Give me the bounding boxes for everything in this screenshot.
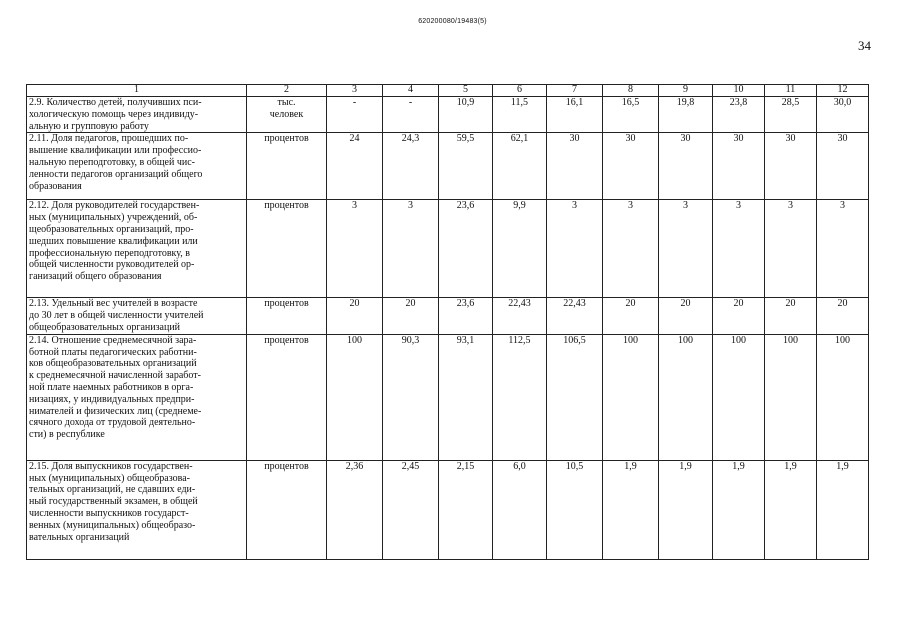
- document-id: 620200080/19483(5): [418, 18, 487, 25]
- column-header: 8: [603, 85, 659, 97]
- value-cell: 30: [765, 133, 817, 200]
- value-cell: 1,9: [817, 460, 869, 559]
- table-row: [27, 334, 869, 460]
- value-cell: 2,45: [383, 460, 439, 559]
- indicator-label: 2.12. Доля руководителей государствен- ных (муниципальных) учреждений, об- щеобразовательных организаций, про- шедших повышение квалификации или профессиональную переподготовку, в общей численности руководителей ор- ганизаций общего образования: [27, 200, 247, 298]
- indicator-label: 2.11. Доля педагогов, прошедших по- вышение квалификации или профессио- нальную переподготовку, в общей чис- ленности педагогов организаций общего образования: [27, 133, 247, 200]
- unit-cell: процентов: [247, 298, 327, 334]
- value-cell: 30: [817, 133, 869, 200]
- column-header: 11: [765, 85, 817, 97]
- table-row: [27, 200, 869, 298]
- unit-cell: процентов: [247, 200, 327, 298]
- value-cell: 23,8: [713, 97, 765, 133]
- value-cell: 20: [383, 298, 439, 334]
- unit-cell: тыс. человек: [247, 97, 327, 133]
- indicator-label: 2.13. Удельный вес учителей в возрасте до 30 лет в общей численности учителей общеобразовательных организаций: [27, 298, 247, 334]
- value-cell: 106,5: [547, 334, 603, 460]
- value-cell: 1,9: [765, 460, 817, 559]
- value-cell: 93,1: [439, 334, 493, 460]
- value-cell: 9,9: [493, 200, 547, 298]
- value-cell: 100: [817, 334, 869, 460]
- value-cell: 30,0: [817, 97, 869, 133]
- unit-cell: процентов: [247, 334, 327, 460]
- value-cell: 90,3: [383, 334, 439, 460]
- unit-cell: процентов: [247, 133, 327, 200]
- value-cell: 100: [659, 334, 713, 460]
- value-cell: 2,15: [439, 460, 493, 559]
- value-cell: 100: [765, 334, 817, 460]
- value-cell: 3: [547, 200, 603, 298]
- value-cell: 3: [383, 200, 439, 298]
- value-cell: 30: [713, 133, 765, 200]
- value-cell: 100: [603, 334, 659, 460]
- value-cell: 3: [713, 200, 765, 298]
- column-header: 5: [439, 85, 493, 97]
- indicator-label: 2.14. Отношение среднемесячной зара- ботной платы педагогических работни- ков общеобразовательных организаций к среднемесячной начисленной заработ- ной плате наемных работников в орга- низациях, у индивидуальных предпри- нимателей и физических лиц (среднеме- сячного дохода от трудовой деятельно- сти) в республике: [27, 334, 247, 460]
- value-cell: 20: [659, 298, 713, 334]
- value-cell: 6,0: [493, 460, 547, 559]
- column-header: 4: [383, 85, 439, 97]
- column-header: 1: [27, 85, 247, 97]
- unit-cell: процентов: [247, 460, 327, 559]
- value-cell: 19,8: [659, 97, 713, 133]
- column-header: 2: [247, 85, 327, 97]
- column-header: 3: [327, 85, 383, 97]
- value-cell: 62,1: [493, 133, 547, 200]
- value-cell: 1,9: [713, 460, 765, 559]
- value-cell: 2,36: [327, 460, 383, 559]
- value-cell: 22,43: [547, 298, 603, 334]
- value-cell: 28,5: [765, 97, 817, 133]
- value-cell: 1,9: [659, 460, 713, 559]
- value-cell: 22,43: [493, 298, 547, 334]
- indicator-label: 2.9. Количество детей, получивших пси- хологическую помощь через индивиду- альную и групповую работу: [27, 97, 247, 133]
- column-header: 10: [713, 85, 765, 97]
- value-cell: 20: [327, 298, 383, 334]
- value-cell: 24,3: [383, 133, 439, 200]
- value-cell: -: [383, 97, 439, 133]
- value-cell: 100: [713, 334, 765, 460]
- value-cell: 112,5: [493, 334, 547, 460]
- table-row: [27, 97, 869, 133]
- value-cell: 20: [765, 298, 817, 334]
- value-cell: 20: [817, 298, 869, 334]
- value-cell: 16,5: [603, 97, 659, 133]
- indicators-table: [26, 84, 869, 560]
- value-cell: 3: [603, 200, 659, 298]
- indicator-label: 2.15. Доля выпускников государствен- ных (муниципальных) общеобразова- тельных организаций, не сдавших еди- ный государственный экзамен, в общей численности выпускников государст- венных (муниципальных) общеобразо- вательных организаций: [27, 460, 247, 559]
- value-cell: 10,9: [439, 97, 493, 133]
- value-cell: 23,6: [439, 200, 493, 298]
- value-cell: 20: [713, 298, 765, 334]
- value-cell: 3: [659, 200, 713, 298]
- table-header-row: [27, 85, 869, 97]
- table-row: [27, 133, 869, 200]
- value-cell: 30: [603, 133, 659, 200]
- value-cell: 11,5: [493, 97, 547, 133]
- value-cell: 30: [659, 133, 713, 200]
- table-row: [27, 298, 869, 334]
- value-cell: -: [327, 97, 383, 133]
- column-header: 9: [659, 85, 713, 97]
- value-cell: 3: [327, 200, 383, 298]
- value-cell: 10,5: [547, 460, 603, 559]
- value-cell: 3: [765, 200, 817, 298]
- value-cell: 24: [327, 133, 383, 200]
- page-number: 34: [858, 38, 871, 53]
- value-cell: 20: [603, 298, 659, 334]
- value-cell: 30: [547, 133, 603, 200]
- value-cell: 23,6: [439, 298, 493, 334]
- value-cell: 1,9: [603, 460, 659, 559]
- value-cell: 100: [327, 334, 383, 460]
- column-header: 7: [547, 85, 603, 97]
- column-header: 6: [493, 85, 547, 97]
- column-header: 12: [817, 85, 869, 97]
- value-cell: 3: [817, 200, 869, 298]
- value-cell: 16,1: [547, 97, 603, 133]
- table-row: [27, 460, 869, 559]
- value-cell: 59,5: [439, 133, 493, 200]
